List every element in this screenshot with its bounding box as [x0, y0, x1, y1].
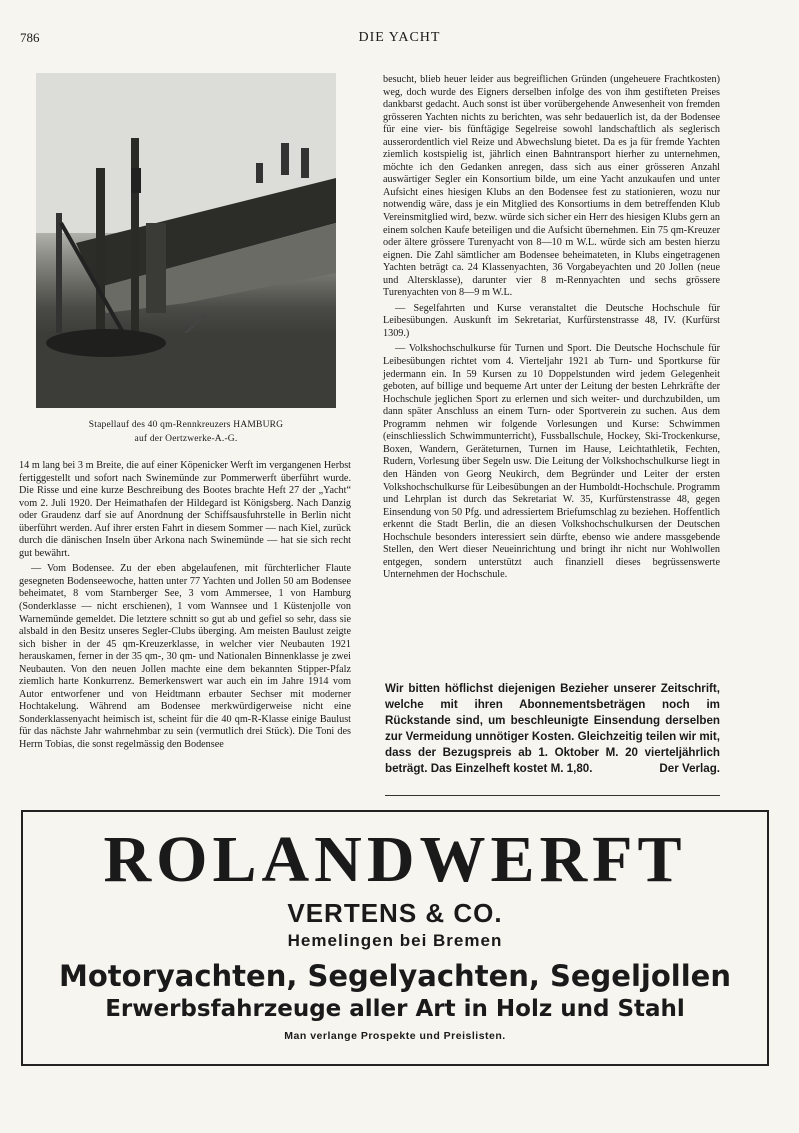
paragraph: besucht, blieb heuer leider aus begreiflichen Gründen (ungeheuere Frachtkosten) weg, doch wurde des Eigners derselben infolge des von ihm gestifteten Preises dankbarst gedacht. Auch sonst ist über vorübergehende Anwesenheit von fremden grösseren Yachten nichts zu berichten, was sehr bedauerlich ist, da der Bodensee für eine vier- bis fünftägige Segelreise sowohl landschaftlich als seglerisch ausserordentlich viel Reize und Abwechslung bietet. Da es ja für fremde Yachten ziemlich kostspielig ist, jährlich einen Bahntransport hierher zu unternehmen, möchte ich den Gedanken anregen, dass sich aus einer grösseren Anzahl auswärtiger Segler ein Konsortium bilde, um eine Yacht anzukaufen und unter Aufsicht eines hiesigen Klubs an den Bodensee fest zu stationieren, wozu nur notwendig wäre, dass je ein Mitglied des Konsortiums in dem betreffenden Klub Vereinsmitglied wird, bezw. würde sich sicher ein Herr des hiesigen Klubs gern an einem solchen Kaufe beteiligen und die Aufsicht übernehmen. Ein 75 qm-Kreuzer oder ältere grössere Turenyacht von 8—10 m W.L. würde sich am besten hierzu eignen. Die Zahl sämtlicher am Bodensee beheimateten, in Klubs eingetragenen Yachten beträgt ca. 24 Klassenyachten, 36 Vorgabeyachten und 20 Jollen (neue und Altersklasse), darunter vier 8 m-Rennyachten und sechs grössere Turenyachten von 8—9 m W.L. [383, 74, 720, 299]
notice-text: Wir bitten höflichst diejenigen Bezieher unserer Zeitschrift, welche mit ihren Abonnementsbeträgen noch im Rückstande sind, um beschleunigte Einsendung derselben zur Vermeidung unnötiger Kosten. Gleichzeitig teilen wir mit, dass der Bezugspreis ab 1. Oktober M. 20 vierteljährlich beträgt. Das Einzelheft kostet M. 1,80. [385, 682, 720, 775]
notice-divider [385, 795, 720, 796]
ad-products-line: Motoryachten, Segelyachten, Segeljollen [59, 959, 731, 993]
paragraph: — Volkshochschulkurse für Turnen und Sport. Die Deutsche Hochschule für Leibesübungen richtet vom 4. Vierteljahr 1921 ab Turn- und Sportkurse für jedermann ein. In 59 Kursen zu 10 Doppelstunden wird jedem Gelegenheit geboten, auf billige und bequeme Art unter der Leitung der besten Lehrkräfte der Hochschule jeglichen Sport zu erlernen und sich weiter- und durchzubilden, um dann später Anschluss an einem Turn- oder Sportverein zu suchen. Aus dem Programm nehmen wir folgende Vorlesungen und Kurse: Schwimmen (einschliesslich Schwimmunterricht), Fussballschule, Hockey, Ski-Trockenkurse, Boxen, Wandern, Geräteturnen, Turnen im Hause, Leichtathletik, Fechten, Rudern, Vorlesung über Segeln usw. Die Leitung der Volkshochschulkurse liegt in den Händen von Georg Neukirch, dem Begründer und Leiter der ersten Volkshochschulkurse für Leibesübungen an der Humboldt-Hochschule. Programm und Lehrplan ist durch das Sekretariat W. 35, Kurfürstenstrasse 48, gegen Einsendung von 50 Pfg. und adressiertem Briefumschlag zu beziehen. Hoffentlich erkennt die Stadt Berlin, die an diesen Volkshochschulkursen der Deutschen Hochschule besonders interessiert sein dürfte, ebenso wie andere massgebende Stellen, den Wert dieser Neueinrichtung und bringt ihr nicht nur Wohlwollen entgegen, sondern unterstützt auch finanziell dieses begrüssenswerte Unternehmen der Hochschule. [383, 343, 720, 581]
advertisement [21, 810, 769, 1066]
subscription-notice [385, 681, 720, 777]
caption-line-2: auf der Oertzwerke-A.-G. [134, 434, 238, 444]
ad-catalog-line: Man verlange Prospekte und Preislisten. [284, 1030, 506, 1042]
page-number: 786 [20, 30, 40, 45]
caption-line-1: Stapellauf des 40 qm-Rennkreuzers HAMBURG [88, 420, 284, 430]
paragraph: — Segelfahrten und Kurse veranstaltet die Deutsche Hochschule für Leibesübungen. Auskunft im Sekretariat, Kurfürstenstrasse 48, IV. (Kurfürst 1309.) [383, 302, 720, 339]
ad-firm: VERTENS & CO. [287, 898, 503, 928]
right-column [383, 74, 720, 585]
paragraph: — Vom Bodensee. Zu der eben abgelaufenen, mit fürchterlicher Flaute gesegneten Bodenseewoche, hatten unter 77 Yachten und Jollen 50 am Bodensee beheimatet, 8 vom Starnberger See, 3 vom Ammersee, 1 von Hamburg (Sonderklasse — nicht erschienen), 1 vom Wannsee und 1 Küstenjolle von Warnemünde gemeldet. Die letztere schnitt so gut ab und gefiel so sehr, dass sie alsbald in den Besitz unseres Segler-Clubs überging. Am meisten Baulust zeigte sich bisher in der 45 qm-Kreuzerklasse, in welcher vier Neubauten 1921 herauskamen, ferner in der 35 qm-, 30 qm- und Nationalen Binnenklasse je zwei Neubauten. Von den neuen Jollen machte eine dem bekannten Stipper-Pfalz ziemlich harte Konkurrenz. Bemerkenswert war auch ein im Jahre 1914 vom Autor entworfener und von Heidtmann erbauter Sechser mit moderner Hochtakelung. Während am Bodensee merkwürdigerweise nicht eine Sonderklassenyacht heimisch ist, scheint für die 40 qm-R-Klasse einige Baulust für das nächste Jahr wahrnehmbar zu sein (vermutlich drei Stück). Die Toni des Herrn Tobias, die sonst regelmässig den Bodensee [19, 563, 351, 751]
running-title: DIE YACHT [358, 30, 441, 45]
notice-signature: Der Verlag. [659, 762, 720, 775]
left-column [19, 460, 351, 755]
ad-company-name: ROLANDWERFT [103, 823, 687, 896]
figure-caption [36, 418, 336, 446]
launch-photo [36, 73, 336, 408]
paragraph: 14 m lang bei 3 m Breite, die auf einer Köpenicker Werft im vergangenen Herbst fertiggestellt und sofort nach Swinemünde zur Pommerwerft überführt wurde. Die Risse und eine kurze Beschreibung des Bootes brachte Heft 27 der „Yacht“ vom 2. Juli 1920. Der Heimathafen der Hildegard ist Königsberg. Nach Danzig oder Graudenz darf sie auf Anordnung der Schiffsausfuhrstelle in Berlin nicht überführt werden. Auf ihrer ersten Fahrt in diesem Sommer — nach Kiel, zurück durch die dänischen Inseln über Arkona nach Swinemünde — hat sie sich recht gut bewährt. [19, 460, 351, 559]
ad-place: Hemelingen bei Bremen [287, 931, 503, 950]
ad-vessels-line: Erwerbsfahrzeuge aller Art in Holz und Stahl [105, 996, 685, 1022]
